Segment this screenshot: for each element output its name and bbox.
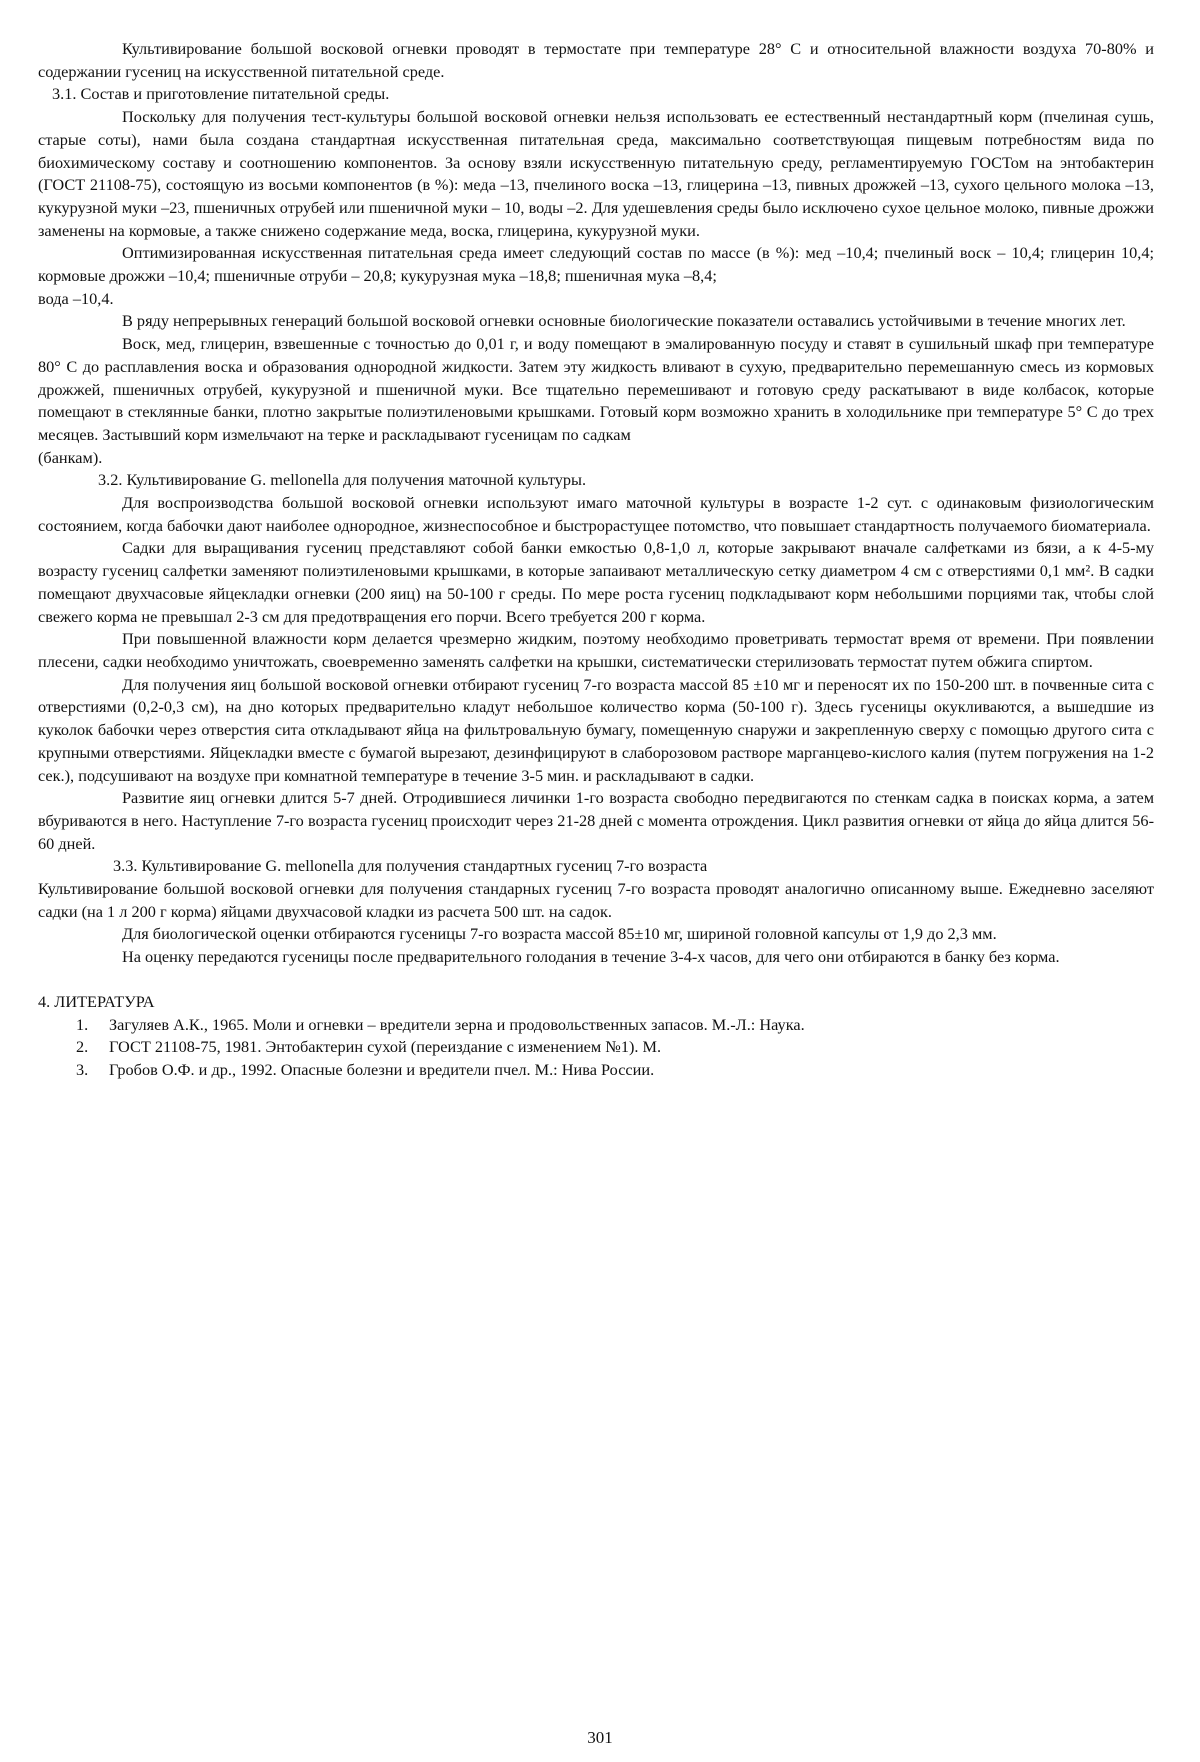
reference-number: 2. — [76, 1037, 89, 1057]
paragraph: Воск, мед, глицерин, взвешенные с точностью до 0,01 г, и воду помещают в эмалированную посуду и ставят в сушильный шкаф при температуре 80° C до расплавления воска и образования однородной жидкости. Затем эту жидкость вливают в сухую, предварительно перемешанную смесь из кормовых дрожжей, пшеничных отрубей, кукурузной и пшеничной муки. Все тщательно перемешивают и готовую среду раскатывают в виде колбасок, которые помещают в стеклянные банки, плотно закрытые полиэтиленовыми крышками. Готовый корм возможно хранить в холодильнике при температуре 5° C до трех месяцев. Застывший корм измельчают на терке и раскладывают гусеницам по садкам — [38, 334, 1154, 444]
paragraph: Развитие яиц огневки длится 5-7 дней. Отродившиеся личинки 1-го возраста свободно передвигаются по стенкам садка в поисках корма, а затем вбуриваются в него. Наступление 7-го возраста гусениц происходит через 21-28 дней с момента отрождения. Цикл развития огневки от яйца до яйца длится 56-60 дней. — [38, 788, 1154, 853]
reference-text: Гробов О.Ф. и др., 1992. Опасные болезни и вредители пчел. М.: Нива России. — [109, 1059, 655, 1079]
paragraph-line: (банкам). — [38, 447, 103, 467]
paragraph: Для воспроизводства большой восковой огневки используют имаго маточной культуры в возрасте 1-2 сут. с одинаковым физиологическим состоянием, когда бабочки дают наиболее однородное, жизнеспособное и быстрорастущее потомство, что повышает стандартность получаемого биоматериала. — [38, 493, 1154, 535]
paragraph: Оптимизированная искусственная питательная среда имеет следующий состав по массе (в %): мед –10,4; пчелиный воск – 10,4; глицерин 10,4; кормовые дрожжи –10,4; пшеничные отруби – 20,8; кукурузная мука –18,8; пшеничная мука –8,4; — [38, 243, 1154, 286]
page-number: 301 — [587, 1728, 613, 1747]
references-list — [38, 1014, 1154, 1082]
paragraph: На оценку передаются гусеницы после предварительного голодания в течение 3-4-х часов, для чего они отбираются в банку без корма. — [122, 947, 1060, 967]
spacer — [38, 969, 1154, 991]
paragraph: Для биологической оценки отбираются гусеницы 7-го возраста массой 85±10 мг, шириной головной капсулы от 1,9 до 2,3 мм. — [122, 924, 997, 944]
references-heading: 4. ЛИТЕРАТУРА — [38, 991, 155, 1011]
paragraph: При повышенной влажности корм делается чрезмерно жидким, поэтому необходимо проветривать термостат время от времени. При появлении плесени, садки необходимо уничтожать, своевременно заменять салфетки на крышки, систематически стерилизовать термостат путем обжига спиртом. — [38, 629, 1154, 671]
paragraph-line: вода –10,4. — [38, 288, 114, 308]
reference-item — [38, 1014, 1154, 1037]
paragraph: Культивирование большой восковой огневки для получения стандарных гусениц 7-го возраста проводят аналогично описанному выше. Ежедневно заселяют садки (на 1 л 200 г корма) яйцами двухчасовой кладки из расчета 500 шт. на садок. — [38, 879, 1154, 921]
reference-item — [38, 1036, 1154, 1059]
reference-number: 3. — [76, 1059, 89, 1079]
section-heading-3-2: 3.2. Культивирование G. mellonella для получения маточной культуры. — [98, 470, 587, 490]
paragraph: В ряду непрерывных генераций большой восковой огневки основные биологические показатели оставались устойчивыми в течение многих лет. — [122, 311, 1126, 331]
document-body — [38, 38, 1154, 1082]
paragraph: Для получения яиц большой восковой огневки отбирают гусениц 7-го возраста массой 85 ±10 мг и переносят их по 150-200 шт. в почвенные сита с отверстиями (0,2-0,3 см), на дно которых предварительно кладут небольшое количество корма (50-100 г). Здесь гусеницы окукливаются, а вышедшие из куколок бабочки через отверстия сита откладывают яйца на фильтровальную бумагу, помещенную снаружи и закрепленную сверху с помощью другого сита с крупными отверстиями. Яйцекладки вместе с бумагой вырезают, дезинфицируют в слаборозовом растворе марганцево-кислого калия (путем погружения на 1-2 сек.), подсушивают на воздухе при комнатной температуре в течение 3-5 мин. и раскладывают в садки. — [38, 674, 1154, 785]
paragraph-intro: Культивирование большой восковой огневки проводят в термостате при температуре 28° C и относительной влажности воздуха 70-80% и содержании гусениц на искусственной питательной среде. — [38, 39, 1154, 81]
section-heading-3-1: 3.1. Состав и приготовление питательной среды. — [52, 84, 390, 104]
paragraph: Поскольку для получения тест-культуры большой восковой огневки нельзя использовать ее естественный нестандартный корм (пчелиная сушь, старые соты), нами была создана стандартная искусственная питательная среда, максимально соответствующая пищевым потребностям вида по биохимическому составу и соотношению компонентов. За основу взяли искусственную питательную среду, регламентируемую ГОСТом на энтобактерин (ГОСТ 21108-75), состоящую из восьми компонентов (в %): меда –13, пчелиного воска –13, глицерина –13, пивных дрожжей –13, сухого цельного молока –13, кукурузной муки –23, пшеничных отрубей или пшеничной муки – 10, воды –2. Для удешевления среды было исключено сухое цельное молоко, пивные дрожжи заменены на кормовые, а также снижено содержание меда, воска, глицерина, кукурузной муки. — [38, 107, 1154, 240]
reference-text: Загуляев А.К., 1965. Моли и огневки – вредители зерна и продовольственных запасов. М.-Л.: Наука. — [109, 1014, 805, 1034]
reference-item — [38, 1059, 1154, 1082]
section-heading-3-3: 3.3. Культивирование G. mellonella для получения стандартных гусениц 7-го возраста — [113, 856, 708, 876]
reference-number: 1. — [76, 1014, 89, 1034]
paragraph: Садки для выращивания гусениц представляют собой банки емкостью 0,8-1,0 л, которые закрывают вначале салфетками из бязи, а к 4-5-му возрасту гусениц салфетки заменяют полиэтиленовыми крышками, в которые запаивают металлическую сетку диаметром 4 см с отверстиями 0,1 мм². В садки помещают двухчасовые яйцекладки огневки (200 яиц) на 50-100 г среды. По мере роста гусениц подкладывают корм небольшими порциями так, чтобы слой свежего корма не превышал 2-3 см для предотвращения его порчи. Всего требуется 200 г корма. — [38, 538, 1154, 626]
reference-text: ГОСТ 21108-75, 1981. Энтобактерин сухой (переиздание с изменением №1). М. — [109, 1037, 662, 1057]
